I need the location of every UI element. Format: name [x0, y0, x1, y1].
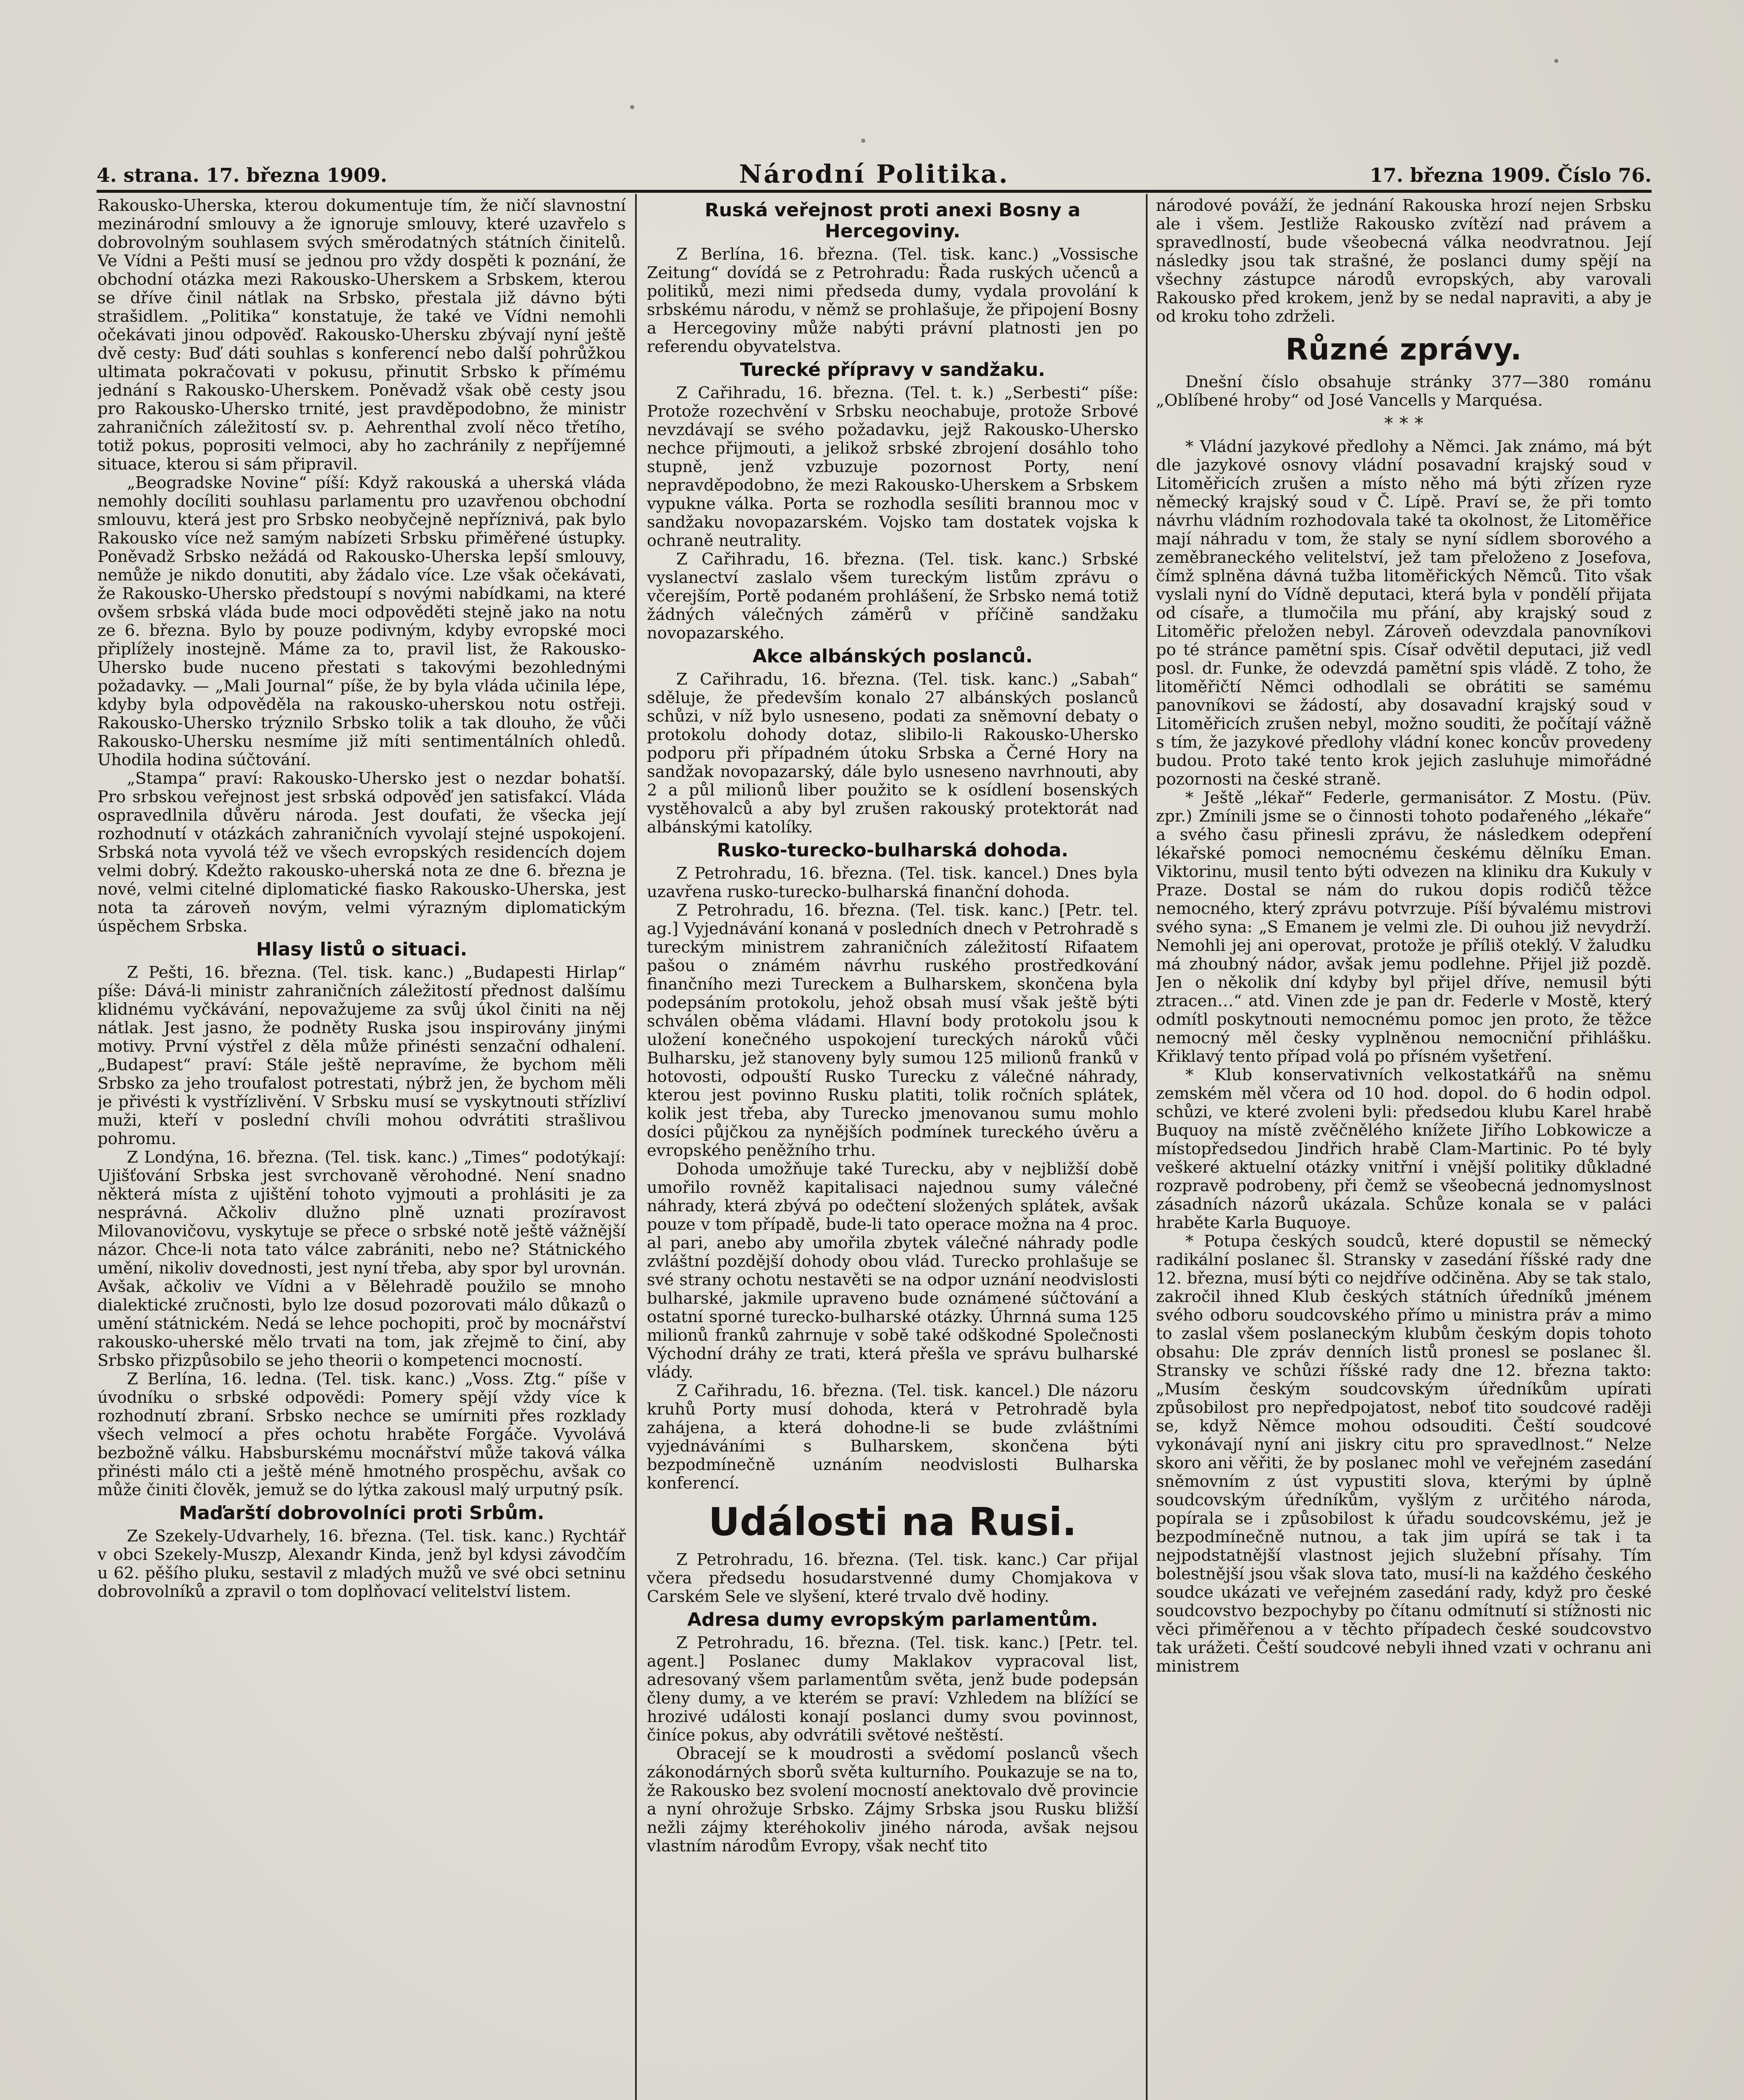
article-paragraph: národové pováží, že jednání Rakouska hrozí nejen Srbsku ale i všem. Jestliže Rakousko zvítězí nad právem a spravedlností, bude všeobecná válka neodvratnou. Její následky jsou tak strašné, že poslanci dumy spějí na všechny zástupce národů evropských, aby varovali Rakousko před krokem, jenž by se nedal napraviti, a aby je od kroku toho zdrželi.: [1156, 197, 1652, 326]
article-paragraph: „Stampa“ praví: Rakousko-Uhersko jest o nezdar bohatší. Pro srbskou veřejnost jest srbská odpověď jen satisfakcí. Vláda ospravedlnila důvěru národa. Jest doufati, že všecka její rozhodnutí v otázkách zahraničních vyvolají stejné uspokojení. Srbská nota vyvolá též ve všech evropských residencích dojem velmi dobrý. Kdežto rakousko-uherská nota ze dne 6. března je nové, velmi citelné diplomatické fiasko Rakousko-Uherska, jest nota ta zároveň novým, velmi výrazným diplomatickým úspěchem Srbska.: [97, 769, 626, 936]
column-2: [647, 197, 1138, 2100]
column-divider: [1146, 194, 1148, 2100]
section-heading: Turecké přípravy v sandžaku.: [740, 359, 1045, 381]
article-paragraph: Z Cařihradu, 16. března. (Tel. tisk. kancel.) Dle názoru kruhů Porty musí dohoda, která v Petrohradě byla zahájena, a která dohodne-li se bude zvláštními vyjednáváními s Bulharskem, skončena býti bezpodmínečně uznáním neodvislosti Bulharska konferencí.: [647, 1381, 1138, 1493]
article-paragraph: Z Berlína, 16. března. (Tel. tisk. kanc.) „Vossische Zeitung“ dovídá se z Petrohradu: Řada ruských učenců a politiků, mezi nimi předseda dumy, vydala provolání k srbskému národu, v němž se prohlašuje, že připojení Bosny a Hercegoviny může nabýti právní platnosti jen po referendu obyvatelstva.: [647, 245, 1138, 356]
column-1: [97, 197, 626, 2100]
article-paragraph: Z Petrohradu, 16. března. (Tel. tisk. kanc.) [Petr. tel. ag.] Vyjednávání konaná v posledních dnech v Petrohradě s tureckým ministrem zahraničních záležitostí Rifaatem pašou o známém návrhu ruského prostředkování finančního mezi Tureckem a Bulharskem, skončena byla podepsáním protokolu, jehož obsah musí však ještě býti schválen oběma vládami. Hlavní body protokolu jsou k uložení konečného uspokojení tureckých nároků vůči Bulharsku, jež stanoveny byly sumou 125 milionů franků v hotovosti, odpouští Rusko Turecku z válečné náhrady, kterou jest povinno Rusku platiti, tolik ročních splátek, kolik jest třeba, aby Turecko jmenovanou sumu mohlo dosíci půjčkou za nynějších podmínek tureckého úvěru a evropského peněžního trhu.: [647, 901, 1138, 1160]
article-paragraph: Z Berlína, 16. ledna. (Tel. tisk. kanc.) „Voss. Ztg.“ píše v úvodníku o srbské odpovědi: Pomery spějí vždy více k rozhodnutí zbraní. Srbsko nechce se umírniti přes rozklady všech velmocí a přes ochotu hraběte Forgáče. Vyvolává bezbožně válku. Habsburskému mocnářství může taková válka přinésti málo cti a ještě méně hmotného prospěchu, avšak co může činiti člověk, jemuž se do lýtka zakousl malý urputný psík.: [97, 1370, 626, 1499]
section-heading: Adresa dumy evropským parlamentům.: [687, 1609, 1098, 1630]
column-3: [1156, 197, 1652, 2100]
article-paragraph: * Ještě „lékař“ Federle, germanisátor. Z Mostu. (Püv. zpr.) Zmínili jsme se o činnosti tohoto podařeného „lékaře“ a svého času přinesli zprávu, že následkem odepření lékařské pomoci nemocnému českému dělníku Eman. Viktorinu, musil tento býti odvezen na kliniku dra Kukuly v Praze. Dostal se nám do rukou dopis rodičů těžce nemocného, který zprávu potvrzuje. Píší bývalému mistrovi svého syna: „S Emanem je velmi zle. Di ouhou již nevydrží. Nemohli jej ani operovat, protože je příliš oteklý. V žaludku má zhoubný nádor, avšak jemu podlehne. Přijel již pozdě. Jen o několik dní kdyby byl přijel dříve, nemusil býti ztracen…“ atd. Vinen zde je pan dr. Federle v Mostě, který odmítl poskytnouti nemocnému pomoc jen proto, že těžce nemocný měl česky vyplněnou nemocniční přihlášku. Křiklavý tento případ volá po přísném vyšetření.: [1156, 788, 1652, 1066]
article-paragraph: Z Pešti, 16. března. (Tel. tisk. kanc.) „Budapesti Hirlap“ píše: Dává-li ministr zahraničních záležitostí přednost dalšímu klidnému vyčkávání, nepovažujeme za svůj úkol činiti na něj nátlak. Jest jasno, že podněty Ruska jsou inspirovány jinými motivy. První výstřel z děla může přinésti senzační odhalení. „Budapest“ praví: Stále ještě nepravíme, že bychom měli Srbsko za jeho troufalost potrestati, nýbrž jen, že bychom měli je přivésti k vystřízlivění. V Srbsku musí se vyskytnouti střízliví muži, kteří v poslední chvíli mohou odvrátiti strašlivou pohromu.: [97, 963, 626, 1148]
article-paragraph: Obracejí se k moudrosti a svědomí poslanců všech zákonodárných sborů světa kulturního. Poukazuje se na to, že Rakousko bez svolení mocností anektovalo dvě provincie a nyní ohrožuje Srbsko. Zájmy Srbska jsou Rusku bližší nežli zájmy kteréhokoliv jiného národa, avšak nejsou vlastním národům Evropy, však nechť tito: [647, 1744, 1138, 1856]
page-header: [97, 160, 1652, 189]
article-paragraph: Ze Szekely-Udvarhely, 16. března. (Tel. tisk. kanc.) Rychtář v obci Szekely-Muszp, Alexandr Kinda, jenž byl kdysi závodčím u 62. pěšího pluku, sestavil z mladých mužů ve své obci setninu dobrovolníků a zpravil o tom doplňovací velitelství listem.: [97, 1527, 626, 1601]
article-paragraph: Dohoda umožňuje také Turecku, aby v nejbližší době umořilo rovněž kapitalisaci najednou sumy válečné náhrady, která zbývá po odečtení složených splátek, avšak pouze v tom případě, bude-li tato operace možna na 4 proc. al pari, anebo aby umořila zbytek válečné náhrady podle zvláštní pozdější dohody obou vlád. Turecko prohlašuje se své strany ochotu nestavěti se na odpor uznání neodvislosti bulharské, jakmile upraveno bude oznámené súčtování a ostatní sporné turecko-bulharské otázky. Úhrnná suma 125 milionů franků zahrnuje v sobě také odškodné Společnosti Východní dráhy ze trati, která přešla ve správu bulharské vlády.: [647, 1160, 1138, 1382]
header-page-date: 4. strana. 17. března 1909.: [97, 164, 387, 186]
article-paragraph: Dnešní číslo obsahuje stránky 377—380 románu „Oblíbené hroby“ od José Vancells y Marquésa.: [1156, 373, 1652, 410]
article-paragraph: Z Londýna, 16. března. (Tel. tisk. kanc.) „Times“ podotýkají: Ujišťování Srbska jest svrchovaně věrohodné. Není snadno některá místa z ujištění tohoto vyjmouti a prohlásiti je za nesprávná. Ačkoliv dlužno plně uznati prozíravost Milovanovičovu, vyskytuje se přece o srbské notě ještě vážnější názor. Chce-li nota tato válce zabrániti, nebo ne? Státnického umění, nikoliv dovednosti, jest nyní třeba, aby spor byl urovnán. Avšak, ačkoliv ve Vídni a v Bělehradě použilo se mnoho dialektické zručnosti, bylo lze dosud pozorovati málo důkazů o umění státnickém. Nedá se lehce pochopiti, proč by mocnářství rakousko-uherské mělo trvati na tom, jak zřejmě to činí, aby Srbsko přizpůsobilo se jeho theorii o kompetenci mocností.: [97, 1148, 626, 1370]
section-heading-large: Události na Rusi.: [708, 1499, 1077, 1544]
section-heading: Akce albánských poslanců.: [752, 646, 1033, 667]
section-heading: Maďarští dobrovolníci proti Srbům.: [179, 1502, 544, 1524]
article-paragraph: Rakousko-Uherska, kterou dokumentuje tím, že ničí slavnostní mezinárodní smlouvy a že ignoruje smlouvy, které uzavřelo s dobrovolným souhlasem svých směrodatných státních činitelů. Ve Vídni a Pešti musí se jednou pro vždy dospěti k poznání, že obchodní otázka mezi Rakousko-Uherskem a Srbskem, kterou se dříve činil nátlak na Srbsko, přestala již dávno býti strašidlem. „Politika“ konstatuje, že také ve Vídni nemohli očekávati jinou odpověď. Rakousko-Uhersku zbývají nyní ještě dvě cesty: Buď dáti souhlas s konferencí nebo další pohrůžkou ultimata pokračovati v pokusu, přinutit Srbsko k přímému jednání s Rakousko-Uherskem. Poněvadž však obě cesty jsou pro Rakousko-Uhersko trnité, jest pravděpodobno, že ministr zahraničních záležitostí sv. p. Aehrenthal zvolí něco třetího, totiž pokus, poprositi velmoci, aby ho zachránily z nepříjemné situace, kterou si sám připravil.: [97, 197, 626, 474]
article-paragraph: Z Cařihradu, 16. března. (Tel. tisk. kanc.) Srbské vyslanectví zaslalo všem tureckým listům zprávu o včerejším, Portě podaném prohlášení, že Srbsko nemá totiž žádných válečných záměrů v příčině sandžaku novopazarského.: [647, 550, 1138, 643]
article-paragraph: Z Petrohradu, 16. března. (Tel. tisk. kanc.) Car přijal včera předsedu hosudarstvenné dumy Chomjakova v Carském Sele ve slyšení, které trvalo dvě hodiny.: [647, 1550, 1138, 1606]
section-heading: Ruská veřejnost proti anexi Bosny a Hercegoviny.: [704, 200, 1081, 242]
section-heading: Rusko-turecko-bulharská dohoda.: [717, 840, 1069, 861]
article-paragraph: Z Cařihradu, 16. března. (Tel. tisk. kanc.) „Sabah“ sděluje, že především konalo 27 albánských poslanců schůzi, v níž bylo usneseno, podati za sněmovní debaty o protokolu dohody dotaz, slibilo-li Rakousko-Uhersko podporu při případném útoku Srbska a Černé Hory na sandžak novopazarský, dále bylo usneseno navrhnouti, aby 2 a půl milionů liber použito se k osídlení bosenských vystěhovalců a aby byl zrušen rakouský protektorát nad albánskými katolíky.: [647, 670, 1138, 837]
article-paragraph: Z Cařihradu, 16. března. (Tel. t. k.) „Serbesti“ píše: Protože rozechvění v Srbsku neochabuje, protože Srbové nevzdávají se svého požadavku, jejž Rakousko-Uhersko nechce přijmouti, a jelikož srbské zbrojení dosáhlo toho stupně, jenž vzbuzuje pozornost Porty, není nepravděpodobno, že mezi Rakousko-Uherskem a Srbskem vypukne válka. Porta se rozhodla sesíliti brannou moc v sandžaku novopazarském. Vojsko tam dostatek vojska k ochraně neutrality.: [647, 383, 1138, 550]
article-paragraph: „Beogradske Novine“ píší: Když rakouská a uherská vláda nemohly docíliti souhlasu parlamentu pro uzavřenou obchodní smlouvu, která jest pro Srbsko neobyčejně nepříznivá, pak bylo Rakousko více než samým nabízeti Srbsku přiměřené ústupky. Poněvadž Srbsko nežádá od Rakousko-Uherska lepší smlouvy, nemůže je nikdo donutiti, aby žádalo více. Lze však očekávati, že Rakousko-Uhersko předstoupí s novými nabídkami, na které ovšem srbská vláda bude moci odpověděti stejně jako na notu ze 6. března. Bylo by pouze podivným, kdyby evropské moci připlížely inostejně. Máme za to, pravil list, že Rakousko-Uhersko bude nuceno přestati s takovými bezohlednými požadavky. — „Mali Journal“ píše, že by byla vláda učinila lépe, kdyby byla odpověděla na rakousko-uherskou notu ostřeji. Rakousko-Uhersko trýznilo Srbsko tolik a tak dlouho, že vůči Rakousko-Uhersku nesmíme již míti sentimentálních ohledů. Uhodila hodina súčtování.: [97, 473, 626, 769]
article-paragraph: * Vládní jazykové předlohy a Němci. Jak známo, má být dle jazykové osnovy vládní posavadní krajský soud v Litoměřicích zrušen a místo něho má býti zřízen ryze německý krajský soud v Č. Lípě. Praví se, že při tomto návrhu vládním rozhodovala také ta okolnost, že Litoměřice mají náhradu v tom, že staly se nyní sídlem sborového a zeměbraneckého velitelství, jež tam přeloženo z Josefova, čímž splněna dávná tužba litoměřických Němců. Tito však vyslali nyní do Vídně deputaci, která byla v pondělí přijata od císaře, a tlumočila mu přání, aby krajský soud z Litoměřic přeložen nebyl. Zároveň odevzdala panovníkovi po té stránce pamětní spis. Císař odvětil deputaci, již vedl posl. dr. Funke, že odevzdá pamětní spis vládě. Z toho, že litoměřičtí Němci odhodlali se obrátiti se samému panovníkovi se žádostí, aby dosavadní krajský soud v Litoměřicích zrušen nebyl, možno souditi, že počítají vážně s tím, že jazykové předlohy vládní konec koncův provedeny budou. Proto také tento krok jejich zasluhuje mimořádné pozornosti na české straně.: [1156, 437, 1652, 789]
print-speck: [1554, 59, 1558, 63]
header-rule: [97, 190, 1652, 193]
column-divider: [635, 194, 637, 2100]
article-paragraph: Z Petrohradu, 16. března. (Tel. tisk. kancel.) Dnes byla uzavřena rusko-turecko-bulharská finanční dohoda.: [647, 864, 1138, 901]
article-paragraph: * Klub konservativních velkostatkářů na sněmu zemském měl včera od 10 hod. dopol. do 6 hodin odpol. schůzi, ve které zvoleni byli: předsedou klubu Karel hrabě Buquoy na místě zvěčnělého knížete Jiřího Lobkowicze a místopředsedou Jindřich hrabě Clam-Martinic. Po té byly veškeré aktuelní otázky vnitřní i vnější politiky důkladné rozpravě podrobeny, při čemž se všeobecná jednomyslnost zásadních názorů ukázala. Schůze konala se v paláci hraběte Karla Buquoye.: [1156, 1066, 1652, 1232]
separator-asterisks: * * *: [1384, 413, 1424, 434]
print-speck: [630, 105, 634, 109]
article-paragraph: Z Petrohradu, 16. března. (Tel. tisk. kanc.) [Petr. tel. agent.] Poslanec dumy Maklakov vypracoval list, adresovaný všem parlamentům světa, jenž bude podepsán členy dumy, a ve kterém se praví: Vzhledem na blížící se hrozivé události konají poslanci dumy svou povinnost, činíce pokus, aby odvrátili světové neštěstí.: [647, 1633, 1138, 1745]
masthead-title: Národní Politika.: [739, 160, 1009, 189]
article-paragraph: * Potupa českých soudců, které dopustil se německý radikální poslanec šl. Stransky v zasedání říšské rady dne 12. března, musí býti co nejdříve odčiněna. Aby se tak stalo, zakročil ihned Klub českých státních úředníků jménem svého odboru soudcovského přímo u ministra práv a mimo to zaslal všem poslaneckým klubům českým dopis tohoto obsahu: Dle zpráv denních listů pronesl se poslanec šl. Stransky ve schůzi říšské rady dne 12. března takto: „Musím českým soudcovským úředníkům upírati způsobilost pro nepředpojatost, neboť tito soudcové raději se, když Němce mohou odsouditi. Čeští soudcové vykonávají nyní ani jiskry citu pro spravedlnost.“ Nelze skoro ani věřiti, že by poslanec mohl ve veřejném zasedání sněmovním z úst vypustiti slova, kterými by úplně soudcovským úředníkům, vyšlým z určitého národa, popírala se i způsobilost k úřadu soudcovskému, jež je bezpodmínečně nutnou, a tak jim upírá se tak i ta nejpodstatnější vlastnost jejich služební přísahy. Tím bolestnější jsou však slova tato, musí-li na každého českého soudce ukázati ve veřejném zasedání rady, když pro české soudcovstvo bezpochyby po čítanu odmítnutí si stížnosti nic věci přiměřenou a v těchto případech české soudcovstvo tak urážeti. Čeští soudcové nebyli ihned vzati v ochranu ani ministrem: [1156, 1232, 1652, 1676]
section-heading: Hlasy listů o situaci.: [256, 939, 468, 960]
header-issue-number: 17. března 1909. Číslo 76.: [1369, 164, 1652, 186]
section-heading-large: Různé zprávy.: [1285, 332, 1522, 367]
print-speck: [861, 139, 865, 143]
